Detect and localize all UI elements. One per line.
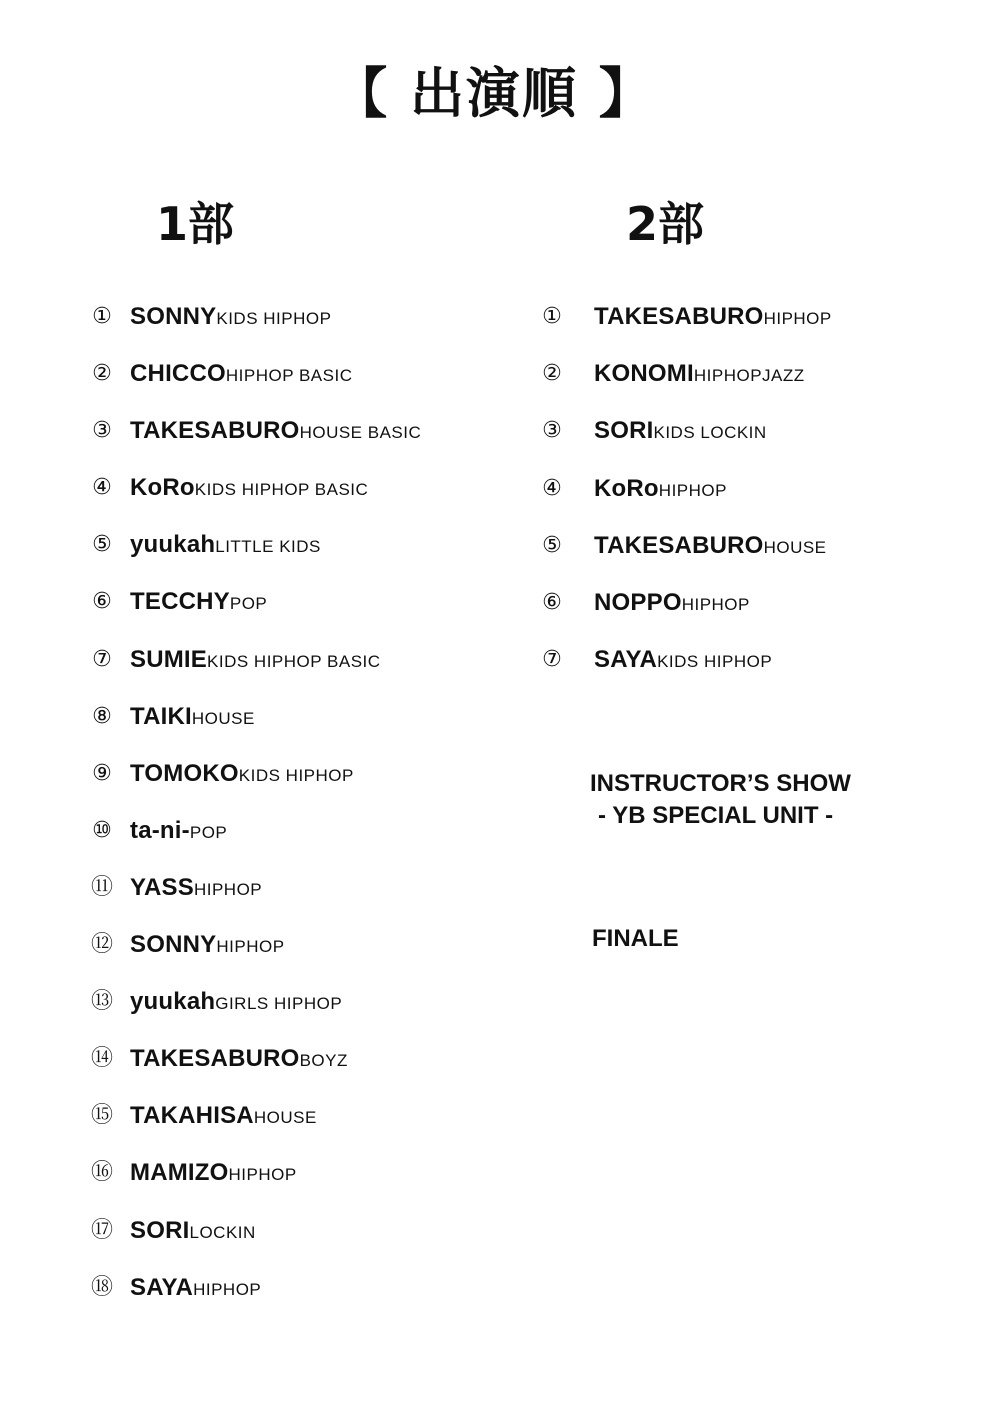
performer-name: KONOMI xyxy=(594,360,694,388)
order-number: ⑤ xyxy=(542,532,562,558)
performer-name: TAKAHISA xyxy=(130,1102,254,1130)
performer-name: NOPPO xyxy=(594,588,682,616)
genre-label: HOUSE xyxy=(253,1108,317,1128)
lineup-item xyxy=(90,811,530,868)
lineup-item xyxy=(90,411,530,468)
lineup-item xyxy=(90,982,530,1039)
performer-name: CHICCO xyxy=(130,360,226,388)
performer-name: YASS xyxy=(130,873,194,901)
lineup-item xyxy=(90,1153,530,1210)
order-number: ⑯ xyxy=(90,1160,113,1186)
lineup-item xyxy=(540,640,960,697)
genre-label: HIPHOP xyxy=(193,879,263,899)
order-number: ⑩ xyxy=(92,817,112,843)
lineup-item xyxy=(90,1096,530,1153)
lineup-item xyxy=(540,354,960,411)
genre-label: KIDS LOCKIN xyxy=(653,423,767,443)
genre-label: GIRLS HIPHOP xyxy=(215,994,343,1014)
performer-name: KoRo xyxy=(130,474,195,502)
genre-label: LOCKIN xyxy=(189,1222,256,1242)
genre-label: KIDS HIPHOP BASIC xyxy=(194,480,369,500)
finale-label: FINALE xyxy=(592,925,679,952)
lineup-item xyxy=(90,468,530,525)
order-number: ⑱ xyxy=(90,1274,113,1300)
order-number: ⑦ xyxy=(542,647,562,673)
instructor-show-title: INSTRUCTOR’S SHOW xyxy=(590,770,851,797)
genre-label: KIDS HIPHOP xyxy=(238,765,354,785)
order-number: ⑭ xyxy=(90,1046,113,1072)
part2-lineup-list xyxy=(540,297,960,697)
lineup-item xyxy=(540,526,960,583)
part2-heading: 2部 xyxy=(626,197,705,251)
genre-label: HIPHOP xyxy=(228,1165,297,1185)
order-number: ④ xyxy=(92,475,112,501)
lineup-item xyxy=(90,754,530,811)
lineup-item xyxy=(90,1211,530,1268)
genre-label: HIPHOP xyxy=(216,937,285,957)
instructor-show-subtitle: - YB SPECIAL UNIT - xyxy=(598,802,834,829)
order-number: ⑤ xyxy=(92,532,112,558)
performer-name: TECCHY xyxy=(130,588,230,616)
performer-name: TAKESABURO xyxy=(130,417,300,445)
order-number: ④ xyxy=(542,475,562,501)
lineup-item xyxy=(540,469,960,526)
performer-name: SONNY xyxy=(130,303,217,330)
order-number: ⑥ xyxy=(92,589,112,615)
lineup-item xyxy=(90,1268,530,1325)
performer-name: SAYA xyxy=(130,1273,194,1301)
instructor-show xyxy=(590,768,890,832)
part1-heading: 1部 xyxy=(156,197,235,251)
lineup-item xyxy=(90,582,530,639)
genre-label: POP xyxy=(229,594,268,614)
genre-label: HIPHOPJAZZ xyxy=(693,366,805,386)
lineup-item xyxy=(540,411,960,468)
order-number: ③ xyxy=(92,418,112,444)
performer-name: TOMOKO xyxy=(130,759,239,787)
genre-label: KIDS HIPHOP xyxy=(216,309,332,328)
lineup-item xyxy=(90,297,530,354)
genre-label: KIDS HIPHOP xyxy=(657,652,773,672)
lineup-item xyxy=(90,640,530,697)
order-number: ⑪ xyxy=(90,874,113,900)
lineup-item xyxy=(540,297,960,354)
genre-label: LITTLE KIDS xyxy=(215,537,321,557)
performer-name: yuukah xyxy=(130,531,216,559)
performer-name: MAMIZO xyxy=(130,1159,229,1187)
genre-label: POP xyxy=(189,822,228,842)
performer-name: TAKESABURO xyxy=(594,531,764,559)
genre-label: BOYZ xyxy=(299,1051,348,1071)
order-number: ⑥ xyxy=(542,589,562,615)
genre-label: HIPHOP xyxy=(763,309,832,328)
lineup-item xyxy=(90,525,530,582)
order-number: ① xyxy=(92,304,112,329)
performer-name: SORI xyxy=(130,1216,190,1244)
order-number: ③ xyxy=(542,418,562,444)
genre-label: HIPHOP xyxy=(193,1279,262,1299)
genre-label: HIPHOP xyxy=(681,594,750,614)
lineup-item xyxy=(90,697,530,754)
genre-label: HIPHOP BASIC xyxy=(225,366,353,386)
lineup-item xyxy=(90,354,530,411)
lineup-item xyxy=(90,868,530,925)
performer-name: SUMIE xyxy=(130,645,208,673)
lineup-item xyxy=(90,925,530,982)
performer-name: TAIKI xyxy=(130,702,192,730)
genre-label: KIDS HIPHOP BASIC xyxy=(207,651,381,671)
performer-name: TAKESABURO xyxy=(130,1045,300,1073)
lineup-item xyxy=(90,1039,530,1096)
genre-label: HIPHOP xyxy=(658,480,727,500)
order-number: ⑰ xyxy=(90,1217,113,1243)
order-number: ② xyxy=(542,361,562,387)
order-number: ⑬ xyxy=(90,989,113,1015)
performer-name: SONNY xyxy=(130,931,217,959)
order-number: ⑫ xyxy=(90,932,113,958)
page-title: 【 出演順 】 xyxy=(333,62,655,125)
genre-label: HOUSE xyxy=(763,537,827,557)
performer-name: SORI xyxy=(594,417,654,445)
part1-lineup-list xyxy=(90,297,530,1325)
order-number: ① xyxy=(542,304,562,329)
performer-name: ta-ni- xyxy=(130,816,190,844)
order-number: ⑦ xyxy=(92,646,112,672)
genre-label: HOUSE BASIC xyxy=(299,423,422,443)
performer-name: KoRo xyxy=(594,474,659,502)
lineup-item xyxy=(540,583,960,640)
performer-name: TAKESABURO xyxy=(594,303,764,330)
performer-name: SAYA xyxy=(594,646,658,674)
performer-name: yuukah xyxy=(130,988,216,1016)
order-number: ⑮ xyxy=(90,1103,113,1129)
order-number: ⑧ xyxy=(92,703,112,729)
order-number: ⑨ xyxy=(92,760,112,786)
genre-label: HOUSE xyxy=(191,708,255,728)
order-number: ② xyxy=(92,361,112,387)
